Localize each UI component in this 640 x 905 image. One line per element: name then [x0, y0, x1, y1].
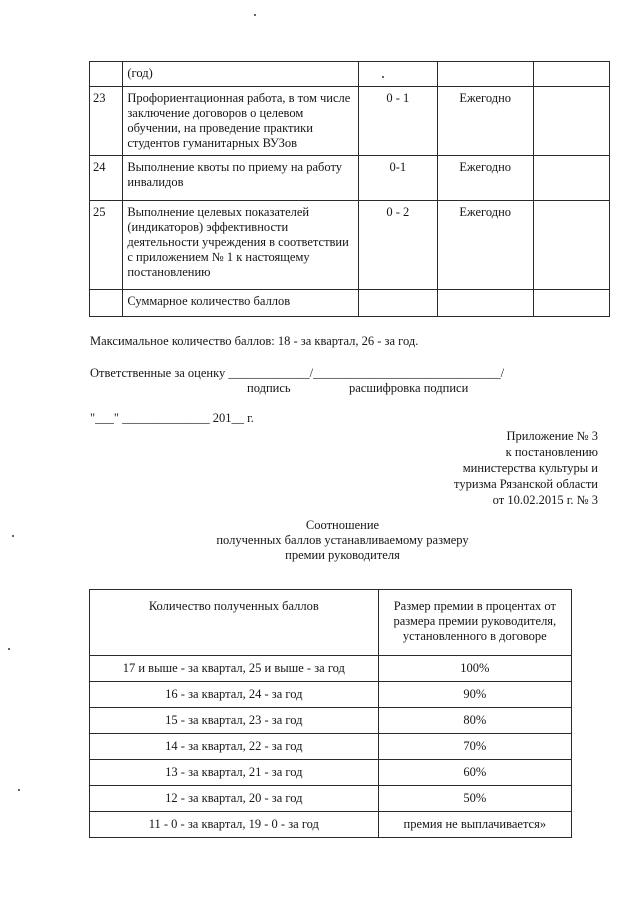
- table-row: [90, 62, 610, 87]
- signature-caption: подпись: [247, 381, 291, 395]
- table-row: [90, 708, 572, 734]
- row-text: Профориентационная работа, в том числе заключение договоров о целевом обучении, на проведение практики студентов гуманитарных ВУЗов: [123, 87, 359, 156]
- bonus-cell: премия не выплачивается»: [378, 812, 571, 838]
- bonus-cell: 50%: [378, 786, 571, 812]
- table-row: [90, 656, 572, 682]
- table-row: [90, 786, 572, 812]
- date-line: "___" ______________ 201__ г.: [90, 411, 254, 425]
- row-frequency: Ежегодно: [437, 87, 533, 156]
- row-extra-cell: [533, 62, 609, 87]
- points-cell: 17 и выше - за квартал, 25 и выше - за год: [90, 656, 379, 682]
- table-row: [90, 201, 610, 290]
- signature-blanks: _____________/______________________________/: [228, 366, 505, 380]
- points-cell: 16 - за квартал, 24 - за год: [90, 682, 379, 708]
- scan-speck: [8, 648, 10, 650]
- title-line: полученных баллов устанавливаемому размеру: [216, 533, 469, 547]
- row-number: [90, 290, 123, 317]
- bonus-cell: 60%: [378, 760, 571, 786]
- points-cell: 15 - за квартал, 23 - за год: [90, 708, 379, 734]
- table-row: [90, 812, 572, 838]
- header-points: Количество полученных баллов: [90, 590, 379, 656]
- row-text: Выполнение квоты по приему на работу инвалидов: [123, 156, 359, 201]
- row-number: [90, 62, 123, 87]
- decoding-caption: расшифровка подписи: [349, 381, 469, 395]
- responsible-line: [90, 366, 504, 381]
- row-frequency: Ежегодно: [437, 201, 533, 290]
- table-row: [90, 87, 610, 156]
- row-points: 0-1: [359, 156, 437, 201]
- scan-speck: [18, 789, 20, 791]
- row-text: Суммарное количество баллов: [123, 290, 359, 317]
- bonus-cell: 100%: [378, 656, 571, 682]
- row-number: 25: [90, 201, 123, 290]
- row-extra-cell: [533, 290, 609, 317]
- points-cell: 11 - 0 - за квартал, 19 - 0 - за год: [90, 812, 379, 838]
- row-extra-cell: [533, 156, 609, 201]
- table-header-row: [90, 590, 572, 656]
- points-cell: 12 - за квартал, 20 - за год: [90, 786, 379, 812]
- document-title: [170, 518, 515, 563]
- appendix-line: туризма Рязанской области: [454, 477, 598, 491]
- header-bonus-line: Размер премии в процентах от: [393, 599, 556, 613]
- table-row: [90, 734, 572, 760]
- row-points: 0 - 1: [359, 87, 437, 156]
- criteria-table: [89, 61, 610, 317]
- table-row: [90, 156, 610, 201]
- row-text: Выполнение целевых показателей (индикаторов) эффективности деятельности учреждения в соответствии с приложением № 1 к настоящему постановлению: [123, 201, 359, 290]
- row-frequency: [437, 62, 533, 87]
- row-frequency: [437, 290, 533, 317]
- row-number: 24: [90, 156, 123, 201]
- header-bonus: [378, 590, 571, 656]
- header-bonus-line: установленного в договоре: [402, 629, 547, 643]
- row-points: 0 - 2: [359, 201, 437, 290]
- table-row: [90, 682, 572, 708]
- table-row: [90, 760, 572, 786]
- title-line: Соотношение: [305, 518, 380, 532]
- row-extra-cell: [533, 201, 609, 290]
- bonus-cell: 80%: [378, 708, 571, 734]
- responsible-label: Ответственные за оценку: [90, 366, 226, 380]
- appendix-line: министерства культуры и: [462, 461, 598, 475]
- appendix-line: к постановлению: [505, 445, 598, 459]
- header-bonus-line: размера премии руководителя,: [393, 614, 557, 628]
- bonus-table: [89, 589, 572, 838]
- appendix-line: от 10.02.2015 г. № 3: [492, 493, 598, 507]
- max-points-text: Максимальное количество баллов: 18 - за квартал, 26 - за год.: [90, 334, 419, 348]
- row-text: (год): [123, 62, 359, 87]
- table-row: [90, 290, 610, 317]
- row-number: 23: [90, 87, 123, 156]
- row-extra-cell: [533, 87, 609, 156]
- title-line: премии руководителя: [285, 548, 400, 562]
- scan-speck: [12, 535, 14, 537]
- row-points: [359, 290, 437, 317]
- appendix-line: Приложение № 3: [506, 429, 598, 443]
- points-cell: 14 - за квартал, 22 - за год: [90, 734, 379, 760]
- appendix-block: [454, 428, 598, 508]
- bonus-cell: 70%: [378, 734, 571, 760]
- scan-speck: [254, 14, 256, 16]
- bonus-cell: 90%: [378, 682, 571, 708]
- row-frequency: Ежегодно: [437, 156, 533, 201]
- row-points: [359, 62, 437, 87]
- points-cell: 13 - за квартал, 21 - за год: [90, 760, 379, 786]
